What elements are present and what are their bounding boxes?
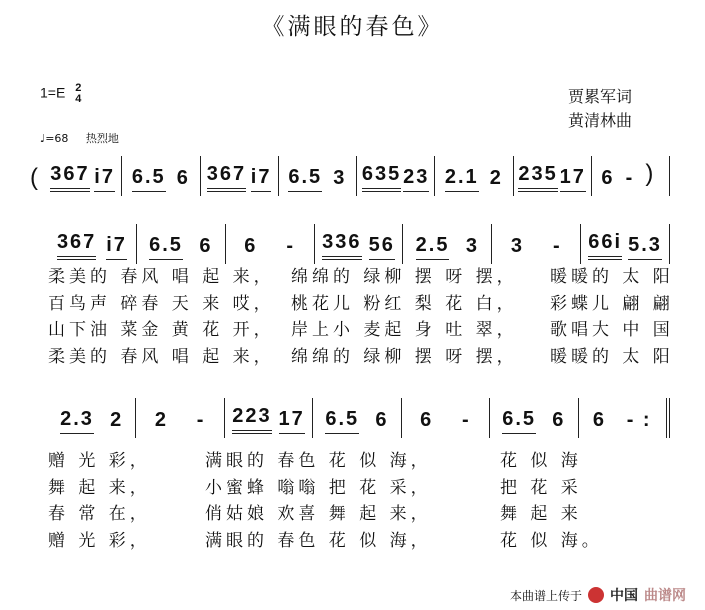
note-group: 56 xyxy=(369,234,395,260)
lyric-segment: 花 似 海。 xyxy=(500,530,603,551)
note-group: 2.3 xyxy=(60,408,94,434)
note-group: 2 xyxy=(154,409,168,431)
note-group: 6 xyxy=(601,167,615,189)
measure xyxy=(490,398,578,438)
lyric-segment: 柔美的 春风 唱 起 来， xyxy=(48,346,275,367)
tempo-marking xyxy=(40,130,119,146)
lyric-segment: 彩蝶儿 翩 翩 xyxy=(550,293,674,314)
measure xyxy=(315,224,404,264)
lyric-segment: 百鸟声 碎春 天 来 哎， xyxy=(48,293,275,314)
composer: 黄清林曲 xyxy=(568,111,633,130)
note-group: 6.5 xyxy=(149,234,183,260)
note-group: - xyxy=(552,235,562,257)
note-group: 2 xyxy=(489,167,503,189)
note-group: 367 xyxy=(57,231,96,260)
lyric-segment: 满眼的 春色 花 似 海， xyxy=(205,451,432,471)
lyric-segment: 春 常 在， xyxy=(48,504,151,524)
lyric-segment: 把 花 采 xyxy=(500,477,582,498)
lyric-segment: 桃花儿 粉红 梨 花 白， xyxy=(291,293,518,314)
lyric-segment: 柔美的 春风 唱 起 来， xyxy=(48,267,275,287)
close-paren: ) xyxy=(645,160,654,187)
site-logo-icon xyxy=(588,587,604,603)
intro-staff xyxy=(30,156,670,196)
measure xyxy=(137,224,226,264)
lyricist: 贾累军词 xyxy=(568,87,633,106)
note-group: 6 xyxy=(375,409,389,431)
time-bottom: 4 xyxy=(75,93,82,105)
lyric-segment: 赠 光 彩， xyxy=(48,530,151,551)
measure xyxy=(492,224,581,264)
note-group: 2 xyxy=(110,409,124,431)
staff-line-2 xyxy=(48,224,670,264)
note-group: 17 xyxy=(560,166,586,192)
note-group: 6.5 xyxy=(325,408,359,434)
measure xyxy=(226,224,315,264)
note-group: - xyxy=(462,409,471,431)
lyric-segment: 暖暖的 太 阳 xyxy=(550,267,674,287)
measure xyxy=(581,224,670,264)
measure xyxy=(279,156,357,196)
note-group: i7 xyxy=(94,166,115,192)
lyric-segment: 满眼的 春色 花 似 海， xyxy=(205,530,432,551)
measure xyxy=(435,156,513,196)
note-group: 6.5 xyxy=(288,166,322,192)
measure xyxy=(514,156,592,196)
measure xyxy=(402,398,490,438)
note-group: 6.5 xyxy=(132,166,166,192)
lyric-segment: 舞 起 来 xyxy=(500,504,582,524)
note-group: 3 xyxy=(333,167,347,189)
note-group: 3 xyxy=(510,235,524,257)
lyric-segment: 绵绵的 绿柳 摆 呀 摆， xyxy=(291,267,518,287)
measure xyxy=(592,156,670,196)
note-group: 3 xyxy=(465,235,480,257)
key-label: 1=E xyxy=(40,84,66,101)
lyric-segment: 舞 起 来， xyxy=(48,477,151,498)
footer xyxy=(510,585,686,605)
note-group: - xyxy=(286,235,296,257)
time-signature xyxy=(75,83,81,105)
measure xyxy=(579,398,670,438)
note-group: 336 xyxy=(322,231,361,260)
lyric-segment: 暖暖的 太 阳 xyxy=(550,346,674,367)
lyric-segment: 岸上小 麦起 身 吐 翠， xyxy=(291,320,518,340)
note-group: 6 xyxy=(176,167,190,189)
measure xyxy=(44,156,122,196)
expression: 热烈地 xyxy=(85,132,119,145)
song-title: 《满眼的春色》 xyxy=(261,14,444,40)
note-group: 6 xyxy=(592,409,606,431)
lyric-segment: 花 似 海 xyxy=(500,451,582,471)
note-group: 235 xyxy=(518,163,557,192)
lyric-segment: 山下油 菜金 黄 花 开， xyxy=(48,320,275,340)
open-paren: ( xyxy=(30,164,38,191)
measure xyxy=(313,398,401,438)
note-group: 6 xyxy=(420,409,434,431)
note-group: 6 xyxy=(244,235,258,257)
note-group: 6 xyxy=(199,235,213,257)
note-group: 367 xyxy=(50,163,89,192)
note-group: i7 xyxy=(106,234,127,260)
note-group: 223 xyxy=(232,405,271,434)
lyric-segment: 绵绵的 绿柳 摆 呀 摆， xyxy=(291,346,518,367)
note-group: 367 xyxy=(207,163,246,192)
measure xyxy=(48,398,136,438)
note-group: 2.5 xyxy=(416,234,450,260)
time-top: 2 xyxy=(75,82,82,94)
upload-text: 本曲谱上传于 xyxy=(510,588,583,603)
note-group: - : xyxy=(626,409,652,431)
note-group: - xyxy=(625,167,635,189)
measure xyxy=(48,224,137,264)
measure xyxy=(357,156,435,196)
note-group: 5.3 xyxy=(628,234,662,260)
key-signature xyxy=(40,83,81,105)
note-group: 635 xyxy=(362,163,401,192)
tempo: ♩=68 xyxy=(40,132,69,145)
note-group: 6.5 xyxy=(502,408,536,434)
measure xyxy=(122,156,200,196)
note-group: 66i xyxy=(588,231,622,260)
lyric-segment: 小蜜蜂 嗡嗡 把 花 采， xyxy=(205,477,432,498)
measure xyxy=(136,398,224,438)
measure xyxy=(225,398,313,438)
lyric-segment: 俏姑娘 欢喜 舞 起 来， xyxy=(205,504,432,524)
note-group: 2.1 xyxy=(445,166,479,192)
note-group: - xyxy=(196,409,206,431)
staff-line-3 xyxy=(48,398,670,438)
lyric-segment: 歌唱大 中 国 xyxy=(550,320,674,340)
logo-main: 中国 xyxy=(610,588,639,604)
measure xyxy=(201,156,279,196)
note-group: 6 xyxy=(552,409,566,431)
note-group: i7 xyxy=(251,166,272,192)
note-group: 17 xyxy=(279,408,305,434)
lyric-segment: 赠 光 彩， xyxy=(48,451,151,471)
measure xyxy=(403,224,492,264)
logo-sub: 曲谱网 xyxy=(644,588,687,604)
note-group: 23 xyxy=(403,166,429,192)
